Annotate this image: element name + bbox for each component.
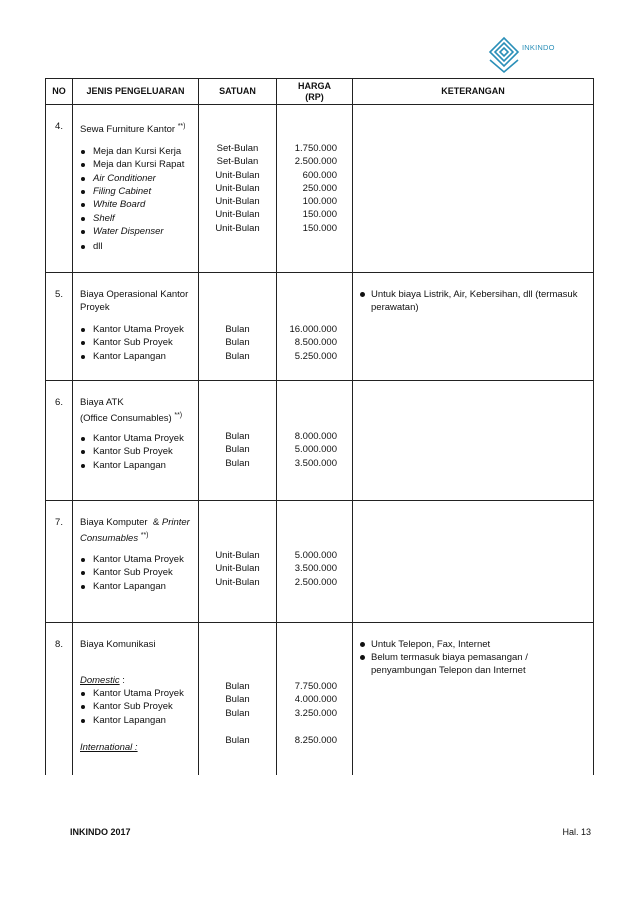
header-keterangan: KETERANGAN: [353, 79, 594, 105]
notes-cell: [353, 105, 594, 273]
unit-value: Bulan: [225, 444, 250, 456]
category-title: Biaya Operasional Kantor Proyek: [80, 289, 189, 313]
price-cell: [277, 273, 353, 381]
price-value: 150.000: [302, 222, 337, 234]
note-item: Belum termasuk biaya pemasangan / penyambungan Telepon dan Internet: [359, 651, 589, 677]
unit-cell: [199, 273, 277, 381]
unit-cell: [199, 623, 277, 775]
domestic-label-text: Domestic: [80, 675, 120, 686]
unit-value: Bulan: [225, 734, 250, 746]
inkindo-logo-icon: [486, 34, 522, 74]
price-value: 4.000.000: [294, 694, 337, 706]
list-item: Kantor Utama Proyek: [80, 687, 194, 700]
category-title-line2: [80, 409, 194, 425]
price-value: 8.000.000: [294, 431, 337, 442]
price-value: 3.500.000: [294, 563, 337, 575]
price-value: 2.500.000: [294, 576, 337, 588]
inkindo-logo: [486, 34, 576, 74]
notes-cell: [353, 501, 594, 623]
price-value: 16.000.000: [289, 324, 337, 335]
notes-list: [359, 288, 589, 314]
unit-value: Unit-Bulan: [215, 169, 260, 181]
table-row: [46, 273, 594, 381]
expense-type: [73, 273, 199, 381]
table-row: [46, 501, 594, 623]
list-item: Kantor Utama Proyek: [80, 432, 194, 445]
unit-value: Unit-Bulan: [215, 209, 260, 221]
note-mark: **): [140, 532, 149, 539]
list-item: Kantor Lapangan: [80, 350, 194, 363]
category-title-italic: Consumables: [80, 533, 139, 545]
header-satuan: SATUAN: [199, 79, 277, 105]
unit-value: Set-Bulan: [216, 143, 259, 154]
list-item: Kantor Utama Proyek: [80, 323, 194, 336]
unit-value: Unit-Bulan: [215, 550, 260, 561]
notes-cell: [353, 273, 594, 381]
unit-value: Unit-Bulan: [215, 196, 260, 208]
unit-cell: [199, 501, 277, 623]
unit-cell: [199, 105, 277, 273]
note-mark: **): [174, 412, 183, 419]
unit-value: Unit-Bulan: [215, 182, 260, 194]
unit-value: Bulan: [225, 337, 250, 349]
list-item: Kantor Sub Proyek: [80, 566, 194, 579]
row-number: 6.: [46, 381, 73, 501]
item-list: [80, 145, 194, 253]
list-item: Water Dispenser: [80, 225, 194, 238]
list-item: Air Conditioner: [80, 172, 194, 185]
domestic-colon: :: [119, 675, 125, 686]
unit-cell: [199, 381, 277, 501]
category-title-line1: Biaya ATK: [80, 397, 124, 408]
header-harga-line1: HARGA: [298, 80, 331, 91]
price-value: 8.250.000: [294, 734, 337, 746]
unit-value: Bulan: [225, 350, 250, 362]
list-item: White Board: [80, 198, 194, 211]
notes-cell: [353, 381, 594, 501]
domestic-label: [80, 674, 194, 687]
price-value: 8.500.000: [294, 337, 337, 349]
header-harga: [277, 79, 353, 105]
category-title-text: Biaya Komputer &: [80, 517, 162, 528]
note-mark: **): [177, 123, 186, 130]
item-list: [80, 687, 194, 727]
unit-value: Bulan: [225, 431, 250, 442]
table-row: [46, 381, 594, 501]
unit-value: Bulan: [225, 457, 250, 469]
expense-type: [73, 381, 199, 501]
list-item: Meja dan Kursi Rapat: [80, 158, 194, 171]
unit-value: Bulan: [225, 694, 250, 706]
category-title: [80, 120, 194, 136]
unit-value: Unit-Bulan: [215, 563, 260, 575]
list-item: Shelf: [80, 212, 194, 225]
price-value: 5.250.000: [294, 350, 337, 362]
list-item: Kantor Sub Proyek: [80, 700, 194, 713]
notes-cell: [353, 623, 594, 775]
price-value: 600.000: [302, 169, 337, 181]
price-value: 5.000.000: [294, 550, 337, 561]
table-row: [46, 623, 594, 775]
list-item: Filing Cabinet: [80, 185, 194, 198]
list-item: Kantor Lapangan: [80, 714, 194, 727]
row-number: 4.: [46, 105, 73, 273]
price-value: 2.500.000: [294, 156, 337, 168]
item-list: [80, 323, 194, 363]
logo-text: INKINDO: [522, 43, 555, 52]
category-title-text: Sewa Furniture Kantor: [80, 124, 176, 136]
price-cell: [277, 105, 353, 273]
price-value: 7.750.000: [294, 681, 337, 692]
unit-value: Bulan: [225, 681, 250, 692]
table-row: [46, 105, 594, 273]
notes-list: [359, 638, 589, 677]
price-value: 1.750.000: [294, 143, 337, 154]
item-list: [80, 553, 194, 593]
category-title-text: (Office Consumables): [80, 413, 172, 425]
price-cell: [277, 623, 353, 775]
list-item: Kantor Sub Proyek: [80, 445, 194, 458]
row-number: 8.: [46, 623, 73, 775]
category-title: Biaya Komunikasi: [80, 639, 156, 650]
header-harga-line2: (RP): [305, 91, 324, 102]
header-no: NO: [46, 79, 73, 105]
price-value: 250.000: [302, 182, 337, 194]
note-item: Untuk biaya Listrik, Air, Kebersihan, dll (termasuk perawatan): [359, 288, 589, 314]
unit-value: Bulan: [225, 324, 250, 335]
row-number: 5.: [46, 273, 73, 381]
price-value: 3.250.000: [294, 707, 337, 719]
list-item: Kantor Lapangan: [80, 459, 194, 472]
price-cell: [277, 501, 353, 623]
list-item: Kantor Utama Proyek: [80, 553, 194, 566]
row-number: 7.: [46, 501, 73, 623]
expense-type: [73, 501, 199, 623]
category-title-italic: Printer: [161, 517, 190, 528]
note-item: Untuk Telepon, Fax, Internet: [359, 638, 589, 651]
header-jenis: JENIS PENGELUARAN: [73, 79, 199, 105]
list-item: Kantor Lapangan: [80, 580, 194, 593]
unit-value: Unit-Bulan: [215, 222, 260, 234]
expense-table: [45, 78, 594, 775]
page-number: Hal. 13: [562, 827, 591, 837]
footer-org: INKINDO 2017: [70, 827, 131, 837]
list-item: dll: [80, 240, 194, 253]
unit-value: Bulan: [225, 707, 250, 719]
expense-type: [73, 105, 199, 273]
list-item: Meja dan Kursi Kerja: [80, 145, 194, 158]
price-value: 100.000: [302, 196, 337, 208]
unit-value: Unit-Bulan: [215, 576, 260, 588]
category-title-line2: [80, 529, 194, 545]
category-title-line1: [80, 516, 194, 529]
unit-value: Set-Bulan: [216, 156, 259, 168]
price-value: 150.000: [302, 209, 337, 221]
expense-type: [73, 623, 199, 775]
international-label: International :: [80, 741, 138, 753]
price-cell: [277, 381, 353, 501]
price-value: 3.500.000: [294, 457, 337, 469]
table-header-row: [46, 79, 594, 105]
list-item: Kantor Sub Proyek: [80, 336, 194, 349]
price-value: 5.000.000: [294, 444, 337, 456]
item-list: [80, 432, 194, 472]
